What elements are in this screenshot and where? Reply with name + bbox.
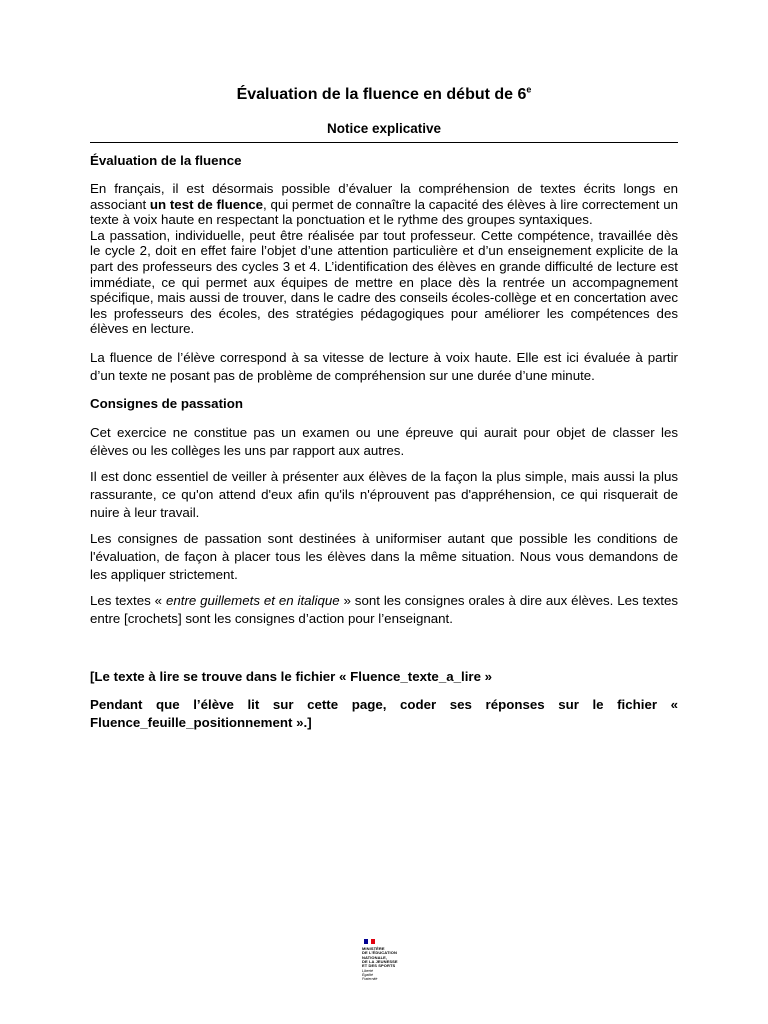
document-title: Évaluation de la fluence en début de 6e [236,84,532,103]
instruction-text-file: [Le texte à lire se trouve dans le fichier « Fluence_texte_a_lire » [90,668,493,684]
french-flag-icon [364,939,375,944]
section-heading-evaluation: Évaluation de la fluence [90,153,242,168]
bold-fluence-test: un test de fluence [149,196,264,212]
paragraph-intro: En français, il est désormais possible d’évaluer la compréhension de textes écrits longs en associant un test de fluence, qui permet de connaître la capacité des élèves à lire correctement un texte à voix haute en respectant la ponctuation et le rythme des groupes syntaxiques. [90,181,678,228]
document-subtitle: Notice explicative [326,121,442,136]
section-heading-consignes: Consignes de passation [90,395,243,411]
paragraph-text-conventions: Les textes « entre guillemets et en italique » sont les consignes orales à dire aux élèves. Les textes entre [crochets] sont les consignes d’action pour l’enseignant. [90,592,678,626]
paragraph-reassure: Il est donc essentiel de veiller à présenter aux élèves de la façon la plus simple, mais aussi la plus rassurante, ce qu'on attend d'eux afin qu'ils n'éprouvent pas d'appréhension, ce qui risquerait de nuire à leur travail. [90,468,678,520]
flag-red-stripe [371,939,375,944]
ministry-logo [362,939,412,989]
instruction-coding-file: Pendant que l’élève lit sur cette page, coder ses réponses sur le fichier « Fluence_feuille_positionnement ».] [90,696,678,730]
title-divider [90,142,678,143]
republic-motto: Liberté Égalité Fraternité [362,969,378,982]
paragraph-uniformize: Les consignes de passation sont destinées à uniformiser autant que possible les conditions de l'évaluation, de façon à placer tous les élèves dans la même situation. Nous vous demandons de les appliquer strictement. [90,530,678,582]
italic-convention: entre guillemets et en italique [165,592,340,608]
title-superscript: e [526,84,532,95]
paragraph-fluence-definition: La fluence de l’élève correspond à sa vitesse de lecture à voix haute. Elle est ici évaluée à partir d’un texte ne posant pas de problème de compréhension sur une durée d’une minute. [90,349,678,383]
document-body [90,152,678,732]
paragraph-not-exam: Cet exercice ne constitue pas un examen ou une épreuve qui aurait pour objet de classer les élèves ou les collèges les uns par rapport aux autres. [90,424,678,458]
ministry-name: MINISTÈRE DE L'ÉDUCATION NATIONALE, DE LA JEUNESSE ET DES SPORTS [362,946,398,969]
paragraph-passation: La passation, individuelle, peut être réalisée par tout professeur. Cette compétence, travaillée dès le cycle 2, doit en effet faire l’objet d’une attention particulière et d’un enseignement explicite de la part des professeurs des cycles 3 et 4. L’identification des élèves en grande difficulté de lecture est immédiate, ce qui permet aux équipes de mettre en place dès la rentrée un accompagnement spécifique, mais aussi de trouver, dans le cadre des conseils écoles-collège et en concertation avec les professeurs des écoles, des stratégies pédagogiques pour améliorer les compétences des élèves en lecture. [90,227,678,337]
